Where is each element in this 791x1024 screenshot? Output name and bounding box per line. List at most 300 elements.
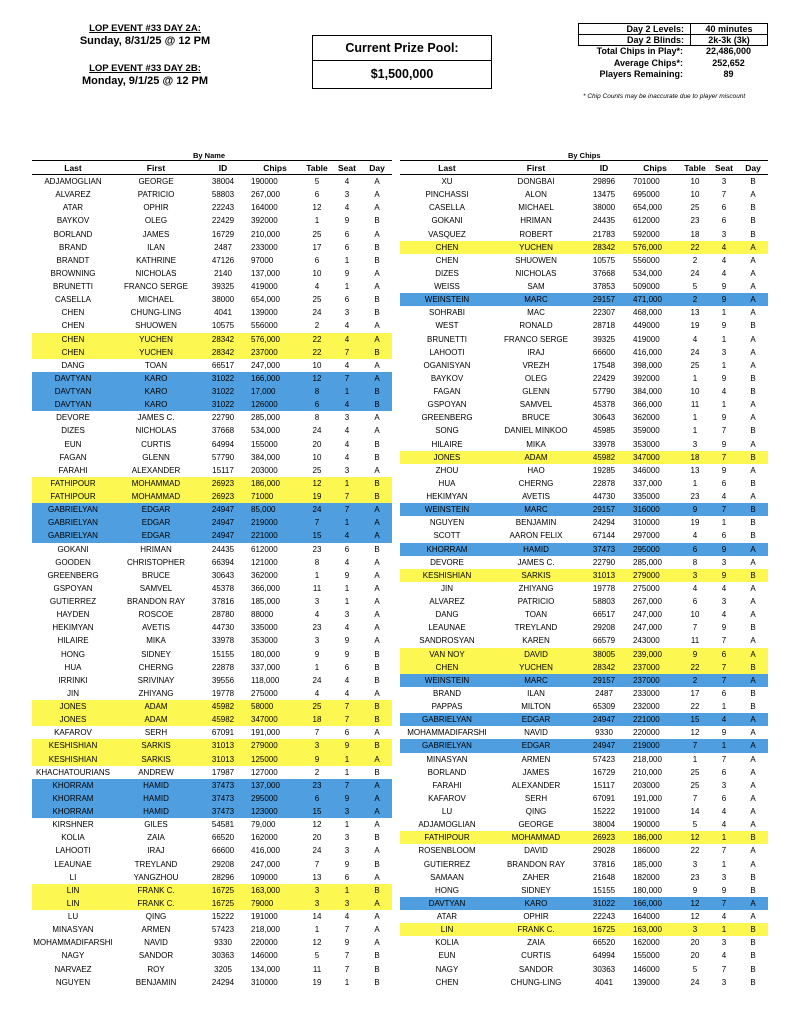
cell-day: A <box>738 739 768 752</box>
cell-last: FARAHI <box>58 465 88 475</box>
cell-last: GABRIELYAN <box>32 503 114 516</box>
column-header-chips: Chips <box>630 161 680 175</box>
cell-last: BAYKOV <box>430 373 464 383</box>
table-row <box>400 858 768 871</box>
cell-table: 23 <box>690 492 700 502</box>
cell-seat: 4 <box>721 807 727 817</box>
cell-first: TREYLAND <box>514 623 558 633</box>
cell-last: ZHOU <box>435 465 459 475</box>
cell-id: 16725 <box>578 923 630 936</box>
cell-id: 19778 <box>211 688 235 698</box>
cell-seat: 7 <box>332 372 362 385</box>
table-row <box>400 333 768 346</box>
table-row <box>32 319 392 332</box>
cell-day: B <box>362 739 392 752</box>
cell-id: 47126 <box>211 255 235 265</box>
cell-chips: 210,000 <box>633 767 662 777</box>
cell-last: HEKIMYAN <box>52 623 94 633</box>
table-row <box>400 293 768 306</box>
cell-first: KARO <box>114 372 198 385</box>
cell-table: 22 <box>690 702 700 712</box>
cell-table: 4 <box>692 583 698 593</box>
table-row <box>32 398 392 411</box>
cell-table: 14 <box>312 912 322 922</box>
cell-last: JONES <box>400 451 494 464</box>
cell-id: 66517 <box>211 360 235 370</box>
cell-first: BRANDON RAY <box>126 597 186 607</box>
cell-day: A <box>750 282 756 292</box>
table-row <box>32 700 392 713</box>
cell-day: A <box>750 610 756 620</box>
cell-seat: 3 <box>344 610 350 620</box>
cell-first: BRUCE <box>141 570 170 580</box>
cell-last: GABRIELYAN <box>400 713 494 726</box>
cell-seat: 6 <box>344 229 350 239</box>
table-row <box>400 805 768 818</box>
cell-day: B <box>362 490 392 503</box>
cell-table: 12 <box>680 831 710 844</box>
cell-seat: 4 <box>344 688 350 698</box>
cell-chips: 139000 <box>633 977 660 987</box>
cell-seat: 4 <box>344 912 350 922</box>
cell-seat: 6 <box>344 295 350 305</box>
cell-chips: 185,000 <box>633 859 662 869</box>
cell-seat: 9 <box>721 413 727 423</box>
cell-seat: 1 <box>710 923 738 936</box>
stat-row <box>578 35 768 47</box>
cell-chips: 275000 <box>251 688 278 698</box>
cell-day: B <box>374 452 380 462</box>
cell-id: 9330 <box>214 938 232 948</box>
cell-chips: 123000 <box>248 805 302 818</box>
cell-last: DAVTYAN <box>400 897 494 910</box>
cell-day: B <box>374 951 380 961</box>
cell-day: A <box>362 372 392 385</box>
cell-seat: 4 <box>721 387 727 397</box>
cell-table: 25 <box>690 360 700 370</box>
cell-day: A <box>750 597 756 607</box>
cell-day: A <box>362 753 392 766</box>
cell-first: NICHOLAS <box>135 268 177 278</box>
cell-chips: 592000 <box>633 229 660 239</box>
cell-id: 66600 <box>211 846 235 856</box>
cell-first: KAREN <box>522 636 550 646</box>
table-row <box>32 897 392 910</box>
cell-last: KAFAROV <box>54 728 92 738</box>
cell-day: A <box>738 674 768 687</box>
cell-table: 3 <box>314 597 320 607</box>
cell-seat: 3 <box>721 347 727 357</box>
cell-last: MINASYAN <box>426 754 468 764</box>
event-day-2a-label: LOP EVENT #33 DAY 2A: <box>89 23 201 34</box>
cell-seat: 3 <box>721 977 727 987</box>
table-row <box>32 753 392 766</box>
cell-last: HILAIRE <box>57 636 89 646</box>
cell-seat: 9 <box>344 570 350 580</box>
cell-first: ZHIYANG <box>138 688 174 698</box>
cell-seat: 7 <box>344 951 350 961</box>
table-row <box>32 464 392 477</box>
cell-id: 24294 <box>592 518 616 528</box>
cell-last: CASELLA <box>428 203 466 213</box>
cell-table: 19 <box>302 490 332 503</box>
table-row <box>400 464 768 477</box>
cell-day: B <box>750 938 756 948</box>
cell-chips: 509000 <box>633 282 660 292</box>
cell-day: A <box>738 293 768 306</box>
cell-last: FAGAN <box>59 452 87 462</box>
cell-id: 38004 <box>592 820 616 830</box>
cell-table: 1 <box>692 478 698 488</box>
cell-seat: 4 <box>721 951 727 961</box>
table-row <box>400 923 768 936</box>
table-row <box>400 831 768 844</box>
cell-day: A <box>750 807 756 817</box>
cell-id: 10575 <box>592 255 616 265</box>
cell-chips: 191000 <box>251 912 278 922</box>
table-row <box>32 674 392 687</box>
cell-first: BRANDON RAY <box>506 859 566 869</box>
cell-last: GOKANI <box>431 216 463 226</box>
cell-chips: 695000 <box>633 190 660 200</box>
cell-table: 24 <box>690 268 700 278</box>
cell-chips: 471,000 <box>630 293 680 306</box>
cell-id: 30363 <box>211 951 235 961</box>
cell-seat: 9 <box>721 373 727 383</box>
cell-last: NAGY <box>435 964 459 974</box>
cell-first: YUCHEN <box>494 661 578 674</box>
cell-table: 24 <box>312 846 322 856</box>
cell-table: 13 <box>690 308 700 318</box>
cell-seat: 7 <box>721 964 727 974</box>
cell-first: AARON FELIX <box>509 531 563 541</box>
cell-seat: 9 <box>721 439 727 449</box>
cell-last: LAHOOTI <box>429 347 465 357</box>
cell-seat: 4 <box>344 439 350 449</box>
cell-id: 19285 <box>592 465 616 475</box>
cell-table: 4 <box>314 282 320 292</box>
cell-chips: 392000 <box>633 373 660 383</box>
cell-table: 9 <box>302 753 332 766</box>
cell-day: B <box>374 767 380 777</box>
table-row <box>32 871 392 884</box>
cell-id: 28780 <box>211 610 235 620</box>
cell-seat: 1 <box>710 831 738 844</box>
cell-seat: 6 <box>344 544 350 554</box>
table-row <box>400 319 768 332</box>
cell-last: DIZES <box>435 268 459 278</box>
cell-chips: 419000 <box>633 334 660 344</box>
cell-day: A <box>374 360 380 370</box>
cell-id: 17548 <box>592 360 616 370</box>
cell-seat: 6 <box>344 242 350 252</box>
cell-seat: 1 <box>344 282 350 292</box>
table-row <box>400 516 768 529</box>
cell-seat: 1 <box>721 360 727 370</box>
table-row <box>32 201 392 214</box>
cell-chips: 416,000 <box>633 347 662 357</box>
cell-chips: 534,000 <box>251 426 280 436</box>
cell-day: A <box>750 400 756 410</box>
cell-day: A <box>374 321 380 331</box>
cell-last: LEAUNAE <box>428 623 466 633</box>
cell-chips: 416,000 <box>251 846 280 856</box>
cell-chips: 366,000 <box>251 583 280 593</box>
table-row <box>400 188 768 201</box>
cell-table: 4 <box>692 334 698 344</box>
cell-seat: 4 <box>721 912 727 922</box>
cell-table: 24 <box>690 347 700 357</box>
cell-day: B <box>374 675 380 685</box>
cell-first: OPHIR <box>143 203 169 213</box>
table-row <box>32 713 392 726</box>
cell-table: 1 <box>314 925 320 935</box>
cell-seat: 9 <box>332 739 362 752</box>
cell-last: FATHIPOUR <box>32 490 114 503</box>
cell-first: ROSCOE <box>138 610 174 620</box>
cell-chips: 247,000 <box>633 610 662 620</box>
cell-last: GUTIERREZ <box>49 597 97 607</box>
cell-first: KARO <box>114 385 198 398</box>
cell-id: 31022 <box>578 897 630 910</box>
table-row <box>400 372 768 385</box>
cell-last: CASELLA <box>54 295 92 305</box>
column-header-id: ID <box>578 161 630 175</box>
cell-day: B <box>374 859 380 869</box>
cell-seat: 6 <box>721 478 727 488</box>
cell-chips: 180,000 <box>251 649 280 659</box>
cell-day: A <box>738 241 768 254</box>
column-header-day: Day <box>362 161 392 175</box>
cell-id: 15117 <box>593 780 615 790</box>
cell-seat: 4 <box>721 820 727 830</box>
cell-seat: 4 <box>344 675 350 685</box>
cell-id: 66520 <box>592 938 616 948</box>
cell-day: A <box>374 912 380 922</box>
chip-count-note: * Chip Counts may be inaccurate due to player miscount <box>583 93 746 100</box>
table-row <box>32 858 392 871</box>
cell-first: TOAN <box>524 610 548 620</box>
table-row <box>400 897 768 910</box>
cell-first: SANDOR <box>138 951 174 961</box>
cell-chips: 362000 <box>251 570 278 580</box>
cell-id: 31022 <box>198 398 248 411</box>
cell-last: JIN <box>441 583 453 593</box>
cell-seat: 3 <box>721 229 727 239</box>
cell-last: BRUNETTI <box>427 334 467 344</box>
cell-table: 4 <box>692 531 698 541</box>
table-row <box>32 582 392 595</box>
cell-seat: 7 <box>710 661 738 674</box>
cell-last: FATHIPOUR <box>400 831 494 844</box>
cell-table: 24 <box>312 426 322 436</box>
table-row <box>32 346 392 359</box>
cell-table: 23 <box>690 216 700 226</box>
cell-chips: 392000 <box>251 216 278 226</box>
cell-day: B <box>738 831 768 844</box>
cell-table: 1 <box>314 662 320 672</box>
cell-first: FRANK C. <box>114 897 198 910</box>
cell-id: 2140 <box>214 268 232 278</box>
cell-day: A <box>362 529 392 542</box>
cell-first: CHUNG-LING <box>510 977 562 987</box>
cell-chips: 191,000 <box>633 793 662 803</box>
by-chips-header: By Chips <box>568 151 601 160</box>
cell-last: FATHIPOUR <box>32 477 114 490</box>
cell-last: CHEN <box>435 255 459 265</box>
cell-id: 29208 <box>211 859 235 869</box>
table-row <box>400 739 768 752</box>
cell-table: 1 <box>314 570 320 580</box>
cell-table: 1 <box>692 426 698 436</box>
stat-label: Average Chips*: <box>613 57 683 68</box>
cell-day: A <box>750 268 756 278</box>
cell-last: CHEN <box>32 346 114 359</box>
table-row <box>32 516 392 529</box>
cell-last: SAMAAN <box>430 872 464 882</box>
cell-day: A <box>750 583 756 593</box>
stat-label: Day 2 Levels: <box>578 23 690 35</box>
cell-day: B <box>750 977 756 987</box>
column-header-seat: Seat <box>332 161 362 175</box>
cell-table: 8 <box>314 413 320 423</box>
cell-last: KIRSHNER <box>52 820 94 830</box>
cell-seat: 9 <box>710 569 738 582</box>
cell-last: FAGAN <box>433 387 461 397</box>
cell-day: B <box>750 964 756 974</box>
cell-id: 21783 <box>592 229 616 239</box>
cell-id: 45378 <box>211 583 235 593</box>
cell-id: 19778 <box>592 583 616 593</box>
cell-first: ILAN <box>147 242 165 252</box>
column-header-id: ID <box>198 161 248 175</box>
cell-table: 25 <box>312 229 322 239</box>
cell-seat: 9 <box>721 885 727 895</box>
cell-chips: 166,000 <box>630 897 680 910</box>
cell-seat: 1 <box>721 308 727 318</box>
cell-seat: 9 <box>344 636 350 646</box>
cell-seat: 1 <box>332 477 362 490</box>
cell-id: 45985 <box>592 426 616 436</box>
cell-id: 38000 <box>592 203 616 213</box>
cell-day: A <box>750 557 756 567</box>
cell-first: GILES <box>144 820 168 830</box>
cell-seat: 9 <box>721 623 727 633</box>
cell-table: 25 <box>302 700 332 713</box>
cell-seat: 4 <box>721 255 727 265</box>
cell-last: HONG <box>435 885 459 895</box>
cell-day: A <box>374 203 380 213</box>
cell-first: SIDNEY <box>521 885 551 895</box>
cell-table: 20 <box>312 439 322 449</box>
cell-day: A <box>750 492 756 502</box>
cell-day: A <box>374 938 380 948</box>
cell-table: 8 <box>314 557 320 567</box>
cell-day: B <box>750 216 756 226</box>
cell-day: A <box>750 636 756 646</box>
cell-table: 19 <box>690 321 700 331</box>
stat-value: 40 minutes <box>690 23 768 35</box>
cell-chips: 155000 <box>251 439 278 449</box>
cell-last: WEST <box>435 321 459 331</box>
column-header-seat: Seat <box>710 161 738 175</box>
cell-table: 11 <box>312 583 322 593</box>
cell-last: CHEN <box>400 661 494 674</box>
cell-day: B <box>374 439 380 449</box>
cell-id: 24435 <box>211 544 235 554</box>
table-row <box>400 818 768 831</box>
cell-day: A <box>374 636 380 646</box>
cell-day: A <box>374 610 380 620</box>
cell-id: 22429 <box>592 373 616 383</box>
cell-id: 54581 <box>211 820 235 830</box>
cell-seat: 7 <box>332 503 362 516</box>
cell-chips: 233000 <box>251 242 278 252</box>
cell-seat: 3 <box>721 938 727 948</box>
cell-chips: 97000 <box>251 255 274 265</box>
cell-last: DEVORE <box>430 557 464 567</box>
cell-last: CHEN <box>61 321 85 331</box>
cell-last: HEKIMYAN <box>426 492 468 502</box>
cell-last: WEINSTEIN <box>400 674 494 687</box>
cell-first: MARC <box>494 503 578 516</box>
cell-table: 6 <box>302 792 332 805</box>
cell-seat: 7 <box>721 426 727 436</box>
cell-chips: 203000 <box>633 780 660 790</box>
cell-first: NICHOLAS <box>515 268 557 278</box>
cell-seat: 7 <box>721 754 727 764</box>
cell-table: 3 <box>302 739 332 752</box>
cell-table: 10 <box>690 387 700 397</box>
cell-id: 21648 <box>592 872 616 882</box>
cell-first: MICHAEL <box>518 203 554 213</box>
cell-table: 3 <box>680 923 710 936</box>
cell-day: A <box>738 897 768 910</box>
cell-first: MICHAEL <box>138 295 174 305</box>
cell-table: 23 <box>302 779 332 792</box>
cell-chips: 146000 <box>251 951 278 961</box>
cell-first: YANGZHOU <box>133 872 179 882</box>
table-row <box>32 648 392 661</box>
cell-last: DAVTYAN <box>32 372 114 385</box>
cell-day: A <box>374 583 380 593</box>
cell-day: A <box>374 820 380 830</box>
cell-day: B <box>750 373 756 383</box>
cell-last: LAHOOTI <box>55 846 91 856</box>
cell-id: 24947 <box>578 713 630 726</box>
cell-id: 15222 <box>211 912 235 922</box>
cell-table: 17 <box>690 688 700 698</box>
cell-last: GABRIELYAN <box>32 516 114 529</box>
cell-last: GABRIELYAN <box>32 529 114 542</box>
cell-seat: 7 <box>344 964 350 974</box>
cell-first: ROY <box>147 964 165 974</box>
cell-first: RONALD <box>519 321 553 331</box>
cell-first: KARO <box>494 897 578 910</box>
table-row <box>400 569 768 582</box>
table-row <box>400 438 768 451</box>
cell-last: LEAUNAE <box>54 859 92 869</box>
cell-day: A <box>750 754 756 764</box>
cell-chips: 221000 <box>630 713 680 726</box>
cell-id: 24294 <box>211 977 235 987</box>
table-row <box>400 792 768 805</box>
cell-id: 37473 <box>198 792 248 805</box>
cell-day: B <box>374 964 380 974</box>
cell-day: A <box>750 465 756 475</box>
cell-last: KHORRAM <box>32 805 114 818</box>
cell-chips: 118,000 <box>251 675 280 685</box>
